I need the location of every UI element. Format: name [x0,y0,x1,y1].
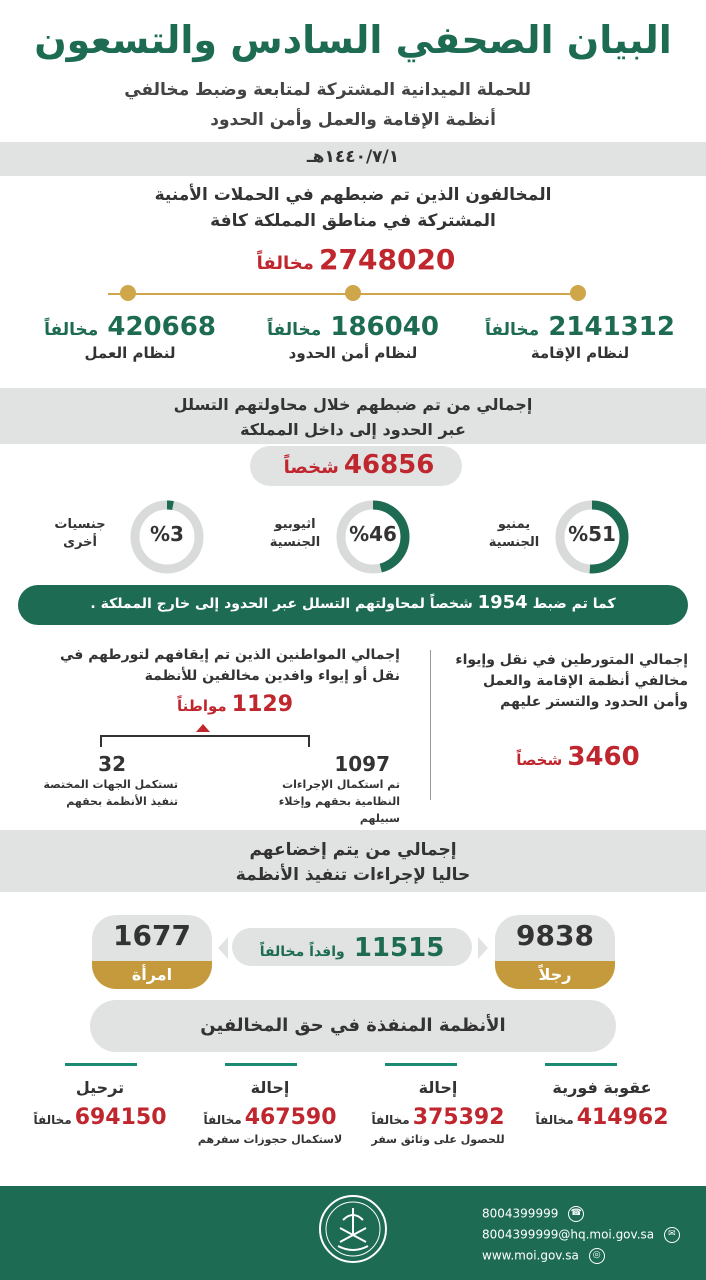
procedures-heading [0,838,706,888]
citizens-line1: إجمالي المواطنين الذين تم إيقافهم لتورطهم في [60,647,400,663]
other-label-line2: أخرى [63,535,97,550]
border-unit: مخالفاً [267,320,322,340]
banner-suffix: شخصاً لمحاولتهم التسلل عبر الحدود إلى خارج المملكة . [90,596,473,612]
total-violators-heading [0,182,706,234]
system-deportation [20,1078,180,1130]
breakdown-border [243,312,463,362]
infiltration-line2: عبر الحدود إلى داخل المملكة [240,420,466,439]
system-note: لاستكمال حجوزات سفرهم [197,1133,343,1146]
system-accent-line [225,1063,297,1066]
ministry-emblem-icon [316,1192,390,1266]
system-unit: مخالفاً [33,1113,72,1127]
labor-value: 420668 [107,312,216,342]
total-violators-unit: مخالفاً [256,253,314,274]
system-value: 467590 [244,1105,337,1130]
citizens-completed [240,752,400,827]
system-unit: مخالفاً [535,1113,574,1127]
system-note: للحصول على وثائق سفر [371,1133,505,1146]
pending-value: 32 [98,752,126,776]
release-date: ١٤٤٠/٧/١هـ [306,147,400,167]
yemeni-label [474,516,554,552]
system-accent-line [385,1063,457,1066]
procedures-total [232,933,472,963]
footer-email-text[interactable]: 8004399999@hq.moi.gov.sa [482,1227,655,1242]
page-title: البيان الصحفي السادس والتسعون [34,18,672,62]
system-value: 694150 [74,1105,167,1130]
other-label [40,516,120,552]
system-referral-documents [358,1078,518,1146]
pending-line1: تستكمل الجهات المختصة [43,778,178,791]
infiltration-value: 46856 [343,450,435,480]
ethiopian-label-line2: الجنسية [269,535,321,550]
residency-value: 2141312 [548,312,675,342]
breakdown-residency [470,312,690,362]
footer-phone-text[interactable]: 8004399999 [482,1206,559,1221]
pending-line2: تنفيذ الأنظمة بحقهم [66,795,178,808]
involved-line2: مخالفي أنظمة الإقامة والعمل [482,673,688,689]
procedures-line1: إجمالي من يتم إخضاعهم [249,840,457,860]
labor-unit: مخالفاً [44,320,99,340]
total-violators [0,243,706,276]
yemeni-pct: %51 [568,522,616,546]
infiltration-unit: شخصاً [283,457,339,478]
section-divider [430,650,431,800]
infiltration-heading [0,392,706,442]
residency-label: لنظام الإقامة [530,344,630,362]
other-pct: %3 [150,522,184,546]
breakdown-timeline [108,293,578,295]
system-accent-line [545,1063,617,1066]
total-violators-value: 2748020 [319,243,456,276]
completed-line2: النظامية بحقهم وإخلاء سبيلهم [278,795,400,825]
infiltration-total [250,450,462,480]
exit-attempts-text [18,592,688,613]
system-referral-bookings [190,1078,350,1146]
women-card [92,915,212,989]
total-heading-line2: المشتركة في مناطق المملكة كافة [210,211,496,231]
citizens-split-bracket [100,735,310,747]
residency-unit: مخالفاً [485,320,540,340]
system-unit: مخالفاً [203,1113,242,1127]
involved-total [478,742,678,772]
involved-line3: وأمن الحدود والتستر عليهم [500,694,688,710]
involved-line1: إجمالي المتورطين في نقل وإيواء [455,652,688,668]
footer-email[interactable] [482,1227,692,1243]
citizens-unit: مواطناً [176,697,227,715]
footer-website-text[interactable]: www.moi.gov.sa [482,1248,579,1263]
ethiopian-label [255,516,335,552]
globe-icon: ◎ [589,1248,605,1264]
phone-icon: ☎ [568,1206,584,1222]
footer-website[interactable] [482,1248,692,1264]
subtitle-line1: للحملة الميدانية المشتركة لمتابعة وضبط مخالفي [124,80,531,100]
banner-value: 1954 [477,592,528,613]
system-immediate-penalty [522,1078,682,1130]
timeline-dot [570,285,586,301]
yemeni-label-line2: الجنسية [488,535,540,550]
timeline-dot [345,285,361,301]
citizens-line2: نقل أو إيواء وافدين مخالفين للأنظمة [144,668,400,684]
completed-line1: تم استكمال الإجراءات [282,778,400,791]
citizens-pending [28,752,178,810]
citizens-heading [60,645,400,687]
system-value: 375392 [412,1105,505,1130]
border-value: 186040 [330,312,439,342]
labor-label: لنظام العمل [84,344,176,362]
pointer-triangle [196,724,210,732]
procedures-total-unit: وافداً مخالفاً [259,944,345,960]
yemeni-label-line1: يمنيو [497,517,531,532]
men-value: 9838 [516,919,594,952]
system-accent-line [65,1063,137,1066]
involved-value: 3460 [567,742,640,772]
subtitle-line2: أنظمة الإقامة والعمل وأمن الحدود [210,110,496,130]
systems-title: الأنظمة المنفذة في حق المخالفين [200,1015,506,1036]
footer-phone[interactable] [482,1206,692,1222]
system-name: ترحيل [75,1078,125,1097]
infiltration-line1: إجمالي من تم ضبطهم خلال محاولتهم التسلل [173,395,533,414]
involved-heading [433,650,688,713]
border-label: لنظام أمن الحدود [288,344,418,362]
timeline-dot [120,285,136,301]
other-label-line1: جنسيات [54,517,106,532]
citizens-value: 1129 [231,692,294,717]
system-name: عقوبة فورية [552,1078,652,1097]
arrow-left-icon [218,937,228,959]
system-value: 414962 [576,1105,669,1130]
completed-value: 1097 [334,752,390,776]
procedures-total-value: 11515 [353,933,445,963]
system-unit: مخالفاً [371,1113,410,1127]
women-value: 1677 [113,919,191,952]
ethiopian-label-line1: اثيوبيو [274,517,316,532]
women-label: امرأة [131,965,173,984]
banner-prefix: كما تم ضبط [532,596,616,612]
involved-unit: شخصاً [516,751,563,769]
ethiopian-pct: %46 [349,522,397,546]
breakdown-labor [20,312,240,362]
arrow-right-icon [478,937,488,959]
system-name: إحالة [250,1078,290,1097]
system-name: إحالة [418,1078,458,1097]
procedures-line2: حاليا لإجراءات تنفيذ الأنظمة [235,865,471,885]
men-label: رجلاً [538,965,572,984]
email-icon: ✉ [664,1227,680,1243]
citizens-total [150,692,320,717]
total-heading-line1: المخالفون الذين تم ضبطهم في الحملات الأمنية [154,185,552,205]
men-card [495,915,615,989]
